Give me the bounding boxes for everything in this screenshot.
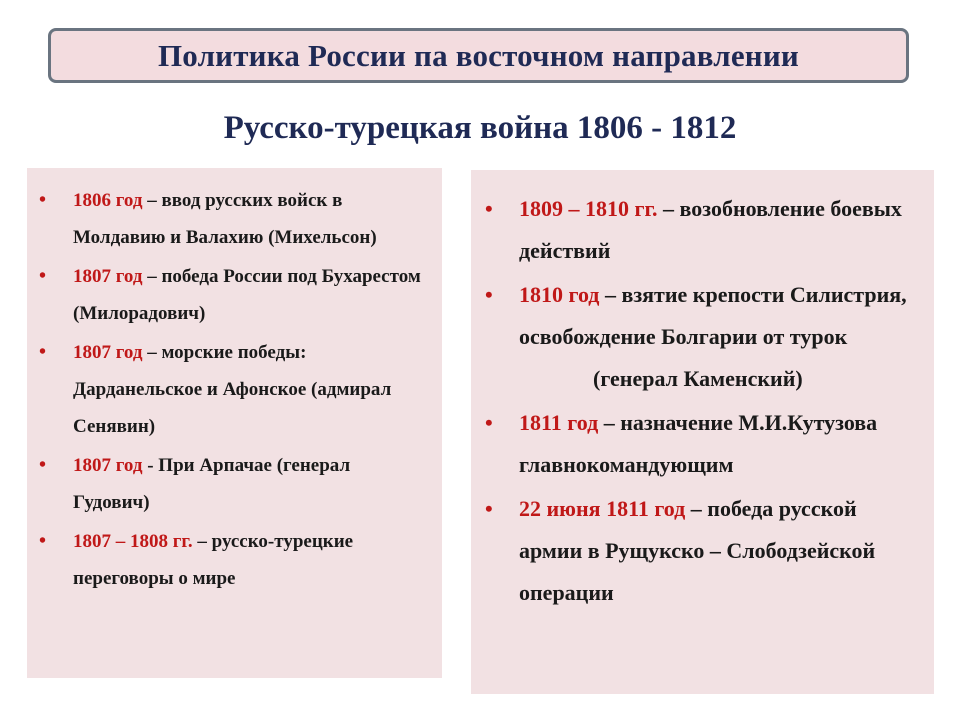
list-item bbox=[37, 258, 430, 332]
list-item bbox=[37, 182, 430, 256]
event-text: – русско-турецкие переговоры о мире bbox=[73, 531, 354, 589]
event-text: – морские победы: Дарданельское и Афонское (адмирал Сенявин) bbox=[73, 342, 392, 437]
list-item bbox=[483, 188, 922, 272]
list-item bbox=[37, 334, 430, 445]
bullet-icon: • bbox=[39, 189, 47, 211]
event-date: 1811 год bbox=[519, 410, 604, 435]
event-date: 1809 – 1810 гг. bbox=[519, 196, 663, 221]
bullet-icon: • bbox=[485, 496, 493, 521]
event-text: – взятие крепости Силистрия, освобождение Болгарии от турок bbox=[519, 282, 907, 349]
title-banner bbox=[48, 28, 909, 83]
list-item bbox=[37, 447, 430, 521]
list-item bbox=[37, 523, 430, 597]
right-panel bbox=[471, 170, 934, 694]
page-title: Политика России па восточном направлении bbox=[157, 37, 799, 73]
event-text: - При Арпачае (генерал Гудович) bbox=[73, 455, 351, 513]
bullet-icon: • bbox=[485, 196, 493, 221]
event-text: – ввод русских войск в Молдавию и Валахию (Михельсон) bbox=[73, 190, 377, 248]
event-date: 1807 год bbox=[73, 455, 148, 476]
left-panel bbox=[27, 168, 442, 678]
event-date: 1807 год bbox=[73, 342, 148, 363]
event-date: 1807 – 1808 гг. bbox=[73, 531, 198, 552]
right-event-list bbox=[483, 188, 922, 614]
bullet-icon: • bbox=[485, 410, 493, 435]
list-item bbox=[483, 488, 922, 614]
subtitle: Русско-турецкая война 1806 - 1812 bbox=[223, 110, 737, 146]
bullet-icon: • bbox=[39, 341, 47, 363]
event-text: – назначение М.И.Кутузова главнокомандующим bbox=[519, 410, 878, 477]
event-text: – возобновление боевых действий bbox=[519, 196, 902, 263]
bullet-icon: • bbox=[39, 265, 47, 287]
event-date: 22 июня 1811 год bbox=[519, 496, 691, 521]
bullet-icon: • bbox=[39, 454, 47, 476]
bullet-icon: • bbox=[485, 282, 493, 307]
list-item bbox=[483, 402, 922, 486]
bullet-icon: • bbox=[39, 530, 47, 552]
event-date: 1810 год bbox=[519, 282, 605, 307]
event-date: 1807 год bbox=[73, 266, 148, 287]
list-item bbox=[483, 274, 922, 400]
event-date: 1806 год bbox=[73, 190, 148, 211]
left-event-list bbox=[37, 182, 430, 597]
event-text: – победа русской армии в Рущукско – Слободзейской операции bbox=[519, 496, 876, 605]
event-text: – победа России под Бухарестом (Милорадович) bbox=[73, 266, 421, 324]
event-commander: (генерал Каменский) bbox=[593, 366, 803, 391]
